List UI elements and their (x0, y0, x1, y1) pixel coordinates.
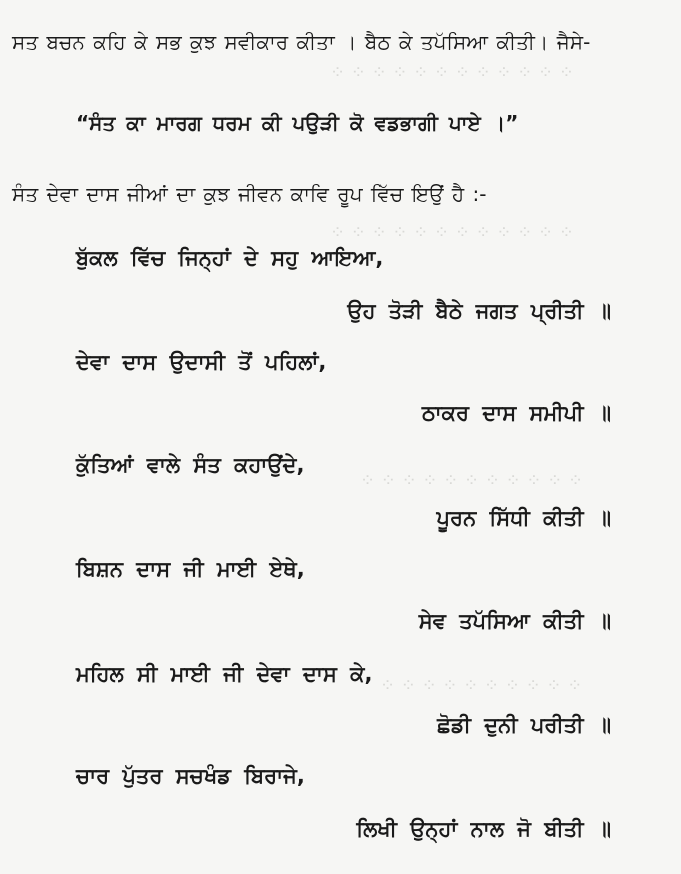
verse-second-line: ਸੇਵ ਤਪੱਸਿਆ ਕੀਤੀ ॥ (418, 609, 611, 633)
verse-second-line: ਠਾਕਰ ਦਾਸ ਸਮੀਪੀ ॥ (421, 401, 611, 425)
verse-second-line: ਉਹ ਤੋੜੀ ਬੈਠੇ ਜਗਤ ਪ੍ਰੀਤੀ ॥ (347, 299, 611, 323)
intro-line: ਸੰਤ ਦੇਵਾ ਦਾਸ ਜੀਆਂ ਦਾ ਕੁਝ ਜੀਵਨ ਕਾਵਿ ਰੂਪ ਵਿੱਚ ਇਉਂ ਹੈ :- (12, 182, 487, 206)
verse-first-line: ਮਹਿਲ ਸੀ ਮਾਈ ਜੀ ਦੇਵਾ ਦਾਸ ਕੇ, (76, 662, 373, 686)
show-through-texture: ⁘ ⁘ ⁘ ⁘ ⁘ ⁘ ⁘ ⁘ ⁘ ⁘ ⁘ (360, 470, 584, 491)
verse-first-line: ਬਿਸ਼ਨ ਦਾਸ ਜੀ ਮਾਈ ਏਥੇ, (76, 557, 305, 581)
show-through-texture: ⁘ ⁘ ⁘ ⁘ ⁘ ⁘ ⁘ ⁘ ⁘ ⁘ ⁘ ⁘ (330, 222, 574, 243)
quote-line: “ਸੰਤ ਕਾ ਮਾਰਗ ਧਰਮ ਕੀ ਪਉੜੀ ਕੋ ਵਡਭਾਗੀ ਪਾਏ ।” (76, 111, 519, 135)
verse-first-line: ਚਾਰ ਪੁੱਤਰ ਸਚਖੰਡ ਬਿਰਾਜੇ, (76, 764, 305, 788)
show-through-texture: ⁘ ⁘ ⁘ ⁘ ⁘ ⁘ ⁘ ⁘ ⁘ ⁘ (380, 675, 583, 696)
verse-second-line: ਪੂਰਨ ਸਿੱਧੀ ਕੀਤੀ ॥ (436, 506, 611, 530)
verse-second-line: ਲਿਖੀ ਉਨ੍ਹਾਂ ਨਾਲ ਜੋ ਬੀਤੀ ॥ (356, 817, 611, 841)
verse-second-line: ਛੋਡੀ ਦੁਨੀ ਪਰੀਤੀ ॥ (437, 713, 611, 737)
verse-first-line: ਦੇਵਾ ਦਾਸ ਉਦਾਸੀ ਤੋਂ ਪਹਿਲਾਂ, (76, 350, 327, 374)
intro-line: ਸਤ ਬਚਨ ਕਹਿ ਕੇ ਸਭ ਕੁਝ ਸਵੀਕਾਰ ਕੀਤਾ । ਬੈਠ ਕੇ ਤਪੱਸਿਆ ਕੀਤੀ। ਜੈਸੇ- (12, 30, 591, 54)
verse-first-line: ਕੁੱਤਿਆਂ ਵਾਲੇ ਸੰਤ ਕਹਾਉਂਦੇ, (76, 453, 305, 477)
verse-first-line: ਬੁੱਕਲ ਵਿੱਚ ਜਿਨ੍ਹਾਂ ਦੇ ਸਹੁ ਆਇਆ, (76, 246, 384, 270)
show-through-texture: ⁘ ⁘ ⁘ ⁘ ⁘ ⁘ ⁘ ⁘ ⁘ ⁘ ⁘ ⁘ (330, 62, 574, 83)
